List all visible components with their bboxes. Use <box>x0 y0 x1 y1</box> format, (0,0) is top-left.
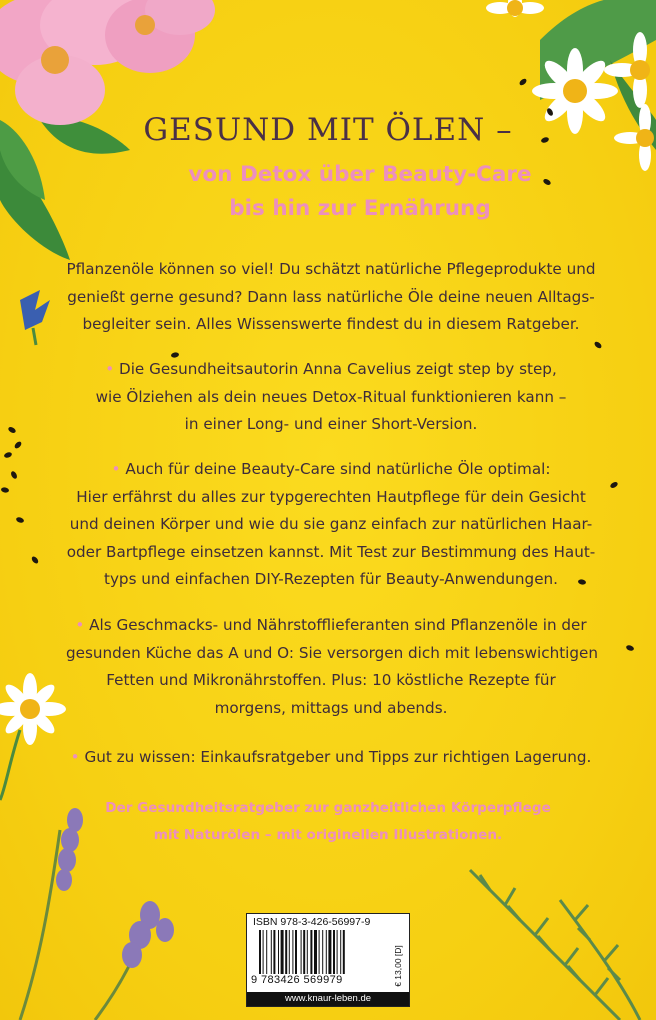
text-line: Pflanzenöle können so viel! Du schätzt natürliche Pflegeprodukte und <box>66 260 596 278</box>
text-line: Fetten und Mikronährstoffen. Plus: 10 köstliche Rezepte für <box>106 671 556 689</box>
bullet-point: • <box>105 360 115 378</box>
cover-title: GESUND MIT ÖLEN – <box>143 112 513 148</box>
daisy-bottom-left <box>0 673 66 800</box>
barcode-bars <box>259 930 387 974</box>
ean-digits: 9 783426 569979 <box>251 974 343 986</box>
text-line: Auch für deine Beauty-Care sind natürliche Öle optimal: <box>125 460 551 478</box>
bullet-detox <box>66 356 596 439</box>
text-line: morgens, mittags und abends. <box>214 698 448 717</box>
text-line: in einer Long- und einer Short-Version. <box>184 415 478 433</box>
closing-tagline <box>100 795 556 849</box>
cornflower-illustration <box>20 290 50 345</box>
text-line: typs und einfachen DIY-Rezepten für Beauty-Anwendungen. <box>103 570 558 588</box>
text-line: gesunden Küche das A und O: Sie versorgen dich mit lebenswichtigen <box>66 643 598 662</box>
text-line: genießt gerne gesund? Dann lass natürliche Öle deine neuen Alltags- <box>67 287 595 306</box>
text-line: Hier erfährst du alles zur typgerechten Hautpflege für dein Gesicht <box>76 487 586 506</box>
price-label: € 13,00 [D] <box>393 945 403 987</box>
bullet-shopping <box>66 744 596 772</box>
subtitle-line: bis hin zur Ernährung <box>229 196 491 221</box>
bullet-point: • <box>75 616 85 634</box>
text-line: begleiter sein. Alles Wissenswerte findest du in diesem Ratgeber. <box>82 315 580 333</box>
text-line: Die Gesundheitsautorin Anna Cavelius zeigt step by step, <box>119 360 557 378</box>
intro-paragraph <box>66 256 596 339</box>
bullet-beauty <box>66 456 596 594</box>
publisher-url: www.knaur-leben.de <box>247 992 409 1006</box>
text-line: wie Ölziehen als dein neues Detox-Ritual funktionieren kann – <box>95 387 567 406</box>
bullet-point: • <box>70 748 80 766</box>
text-line: Gut zu wissen: Einkaufsratgeber und Tipps zur richtigen Lagerung. <box>84 748 592 766</box>
cover-subtitle <box>150 158 570 226</box>
rosemary-illustration <box>470 870 640 1020</box>
text-line: oder Bartpflege einsetzen kannst. Mit Test zur Bestimmung des Haut- <box>66 542 596 561</box>
tagline-line: Der Gesundheitsratgeber zur ganzheitlichen Körperpflege <box>105 800 551 816</box>
barcode-block <box>246 913 410 1007</box>
bullet-kitchen <box>66 612 596 722</box>
text-line: und deinen Körper und wie du sie ganz einfach zur natürlichen Haar- <box>69 515 593 533</box>
bullet-point: • <box>111 460 121 478</box>
tagline-line: mit Naturölen – mit originellen Illustrationen. <box>153 827 503 843</box>
isbn-label: ISBN 978-3-426-56997-9 <box>253 916 371 928</box>
subtitle-line: von Detox über Beauty-Care <box>188 162 532 187</box>
text-line: Als Geschmacks- und Nährstofflieferanten sind Pflanzenöle in der <box>89 616 587 634</box>
